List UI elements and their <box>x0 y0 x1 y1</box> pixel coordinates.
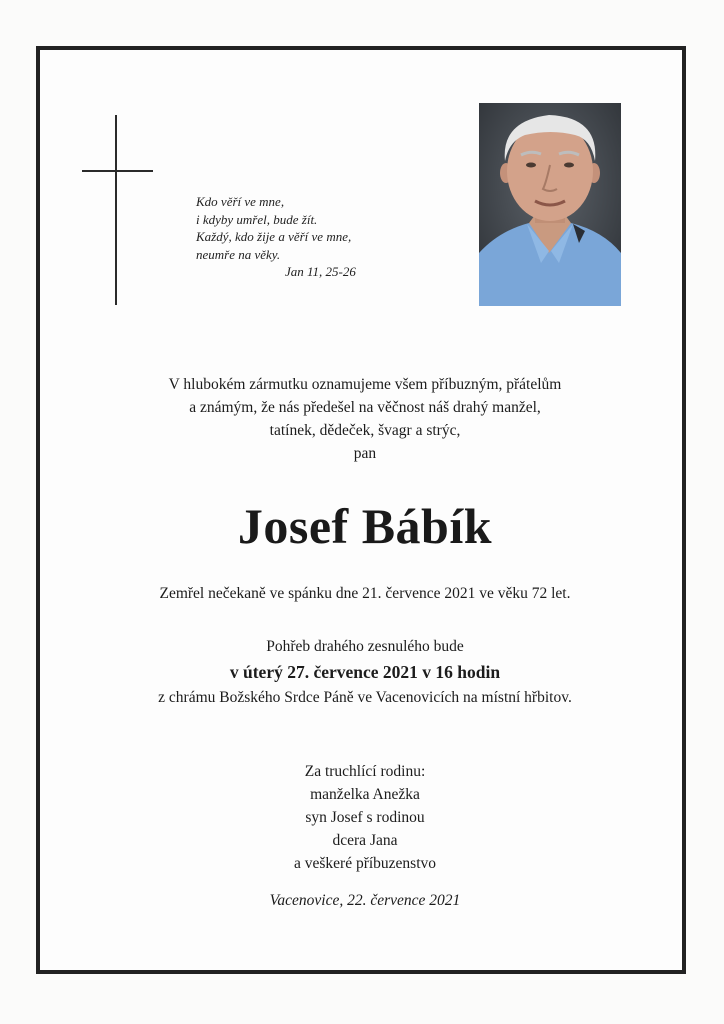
verse-line: i kdyby umřel, bude žít. <box>196 211 318 227</box>
cross-icon-vertical <box>115 115 117 305</box>
family-line: syn Josef s rodinou <box>305 809 425 826</box>
family-line: dcera Jana <box>332 832 398 849</box>
funeral-datetime: v úterý 27. července 2021 v 16 hodin <box>229 662 501 682</box>
announcement-line: V hlubokém zármutku oznamujeme všem příbuzným, přátelům <box>168 376 562 393</box>
family-line: manželka Anežka <box>310 786 420 803</box>
place-and-date: Vacenovice, 22. července 2021 <box>269 892 461 909</box>
deceased-name: Josef Bábík <box>237 498 493 554</box>
announcement-line: a známým, že nás předešel na věčnost náš drahý manžel, <box>189 399 541 416</box>
cross-icon-horizontal <box>82 170 153 172</box>
family-line: a veškeré příbuzenstvo <box>293 855 437 872</box>
verse-reference: Jan 11, 25-26 <box>285 264 356 279</box>
verse-line: Každý, kdo žije a věří ve mne, <box>196 229 352 244</box>
bible-verse <box>196 193 436 281</box>
death-notice: Zemřel nečekaně ve spánku dne 21. července 2021 ve věku 72 let. <box>159 585 571 602</box>
announcement-line: tatínek, dědeček, švagr a strýc, <box>269 422 461 439</box>
mourning-family <box>80 760 650 875</box>
portrait-photo <box>479 103 621 306</box>
announcement-line: pan <box>353 445 377 462</box>
funeral-info <box>80 635 650 710</box>
funeral-location: z chrámu Božského Srdce Páně ve Vacenovicích na místní hřbitov. <box>158 689 572 706</box>
verse-line: Kdo věří ve mne, <box>196 194 285 209</box>
family-line: Za truchlící rodinu: <box>304 763 426 780</box>
verse-line: neumře na věky. <box>196 246 281 262</box>
funeral-intro: Pohřeb drahého zesnulého bude <box>266 638 464 655</box>
announcement-text <box>80 373 650 465</box>
